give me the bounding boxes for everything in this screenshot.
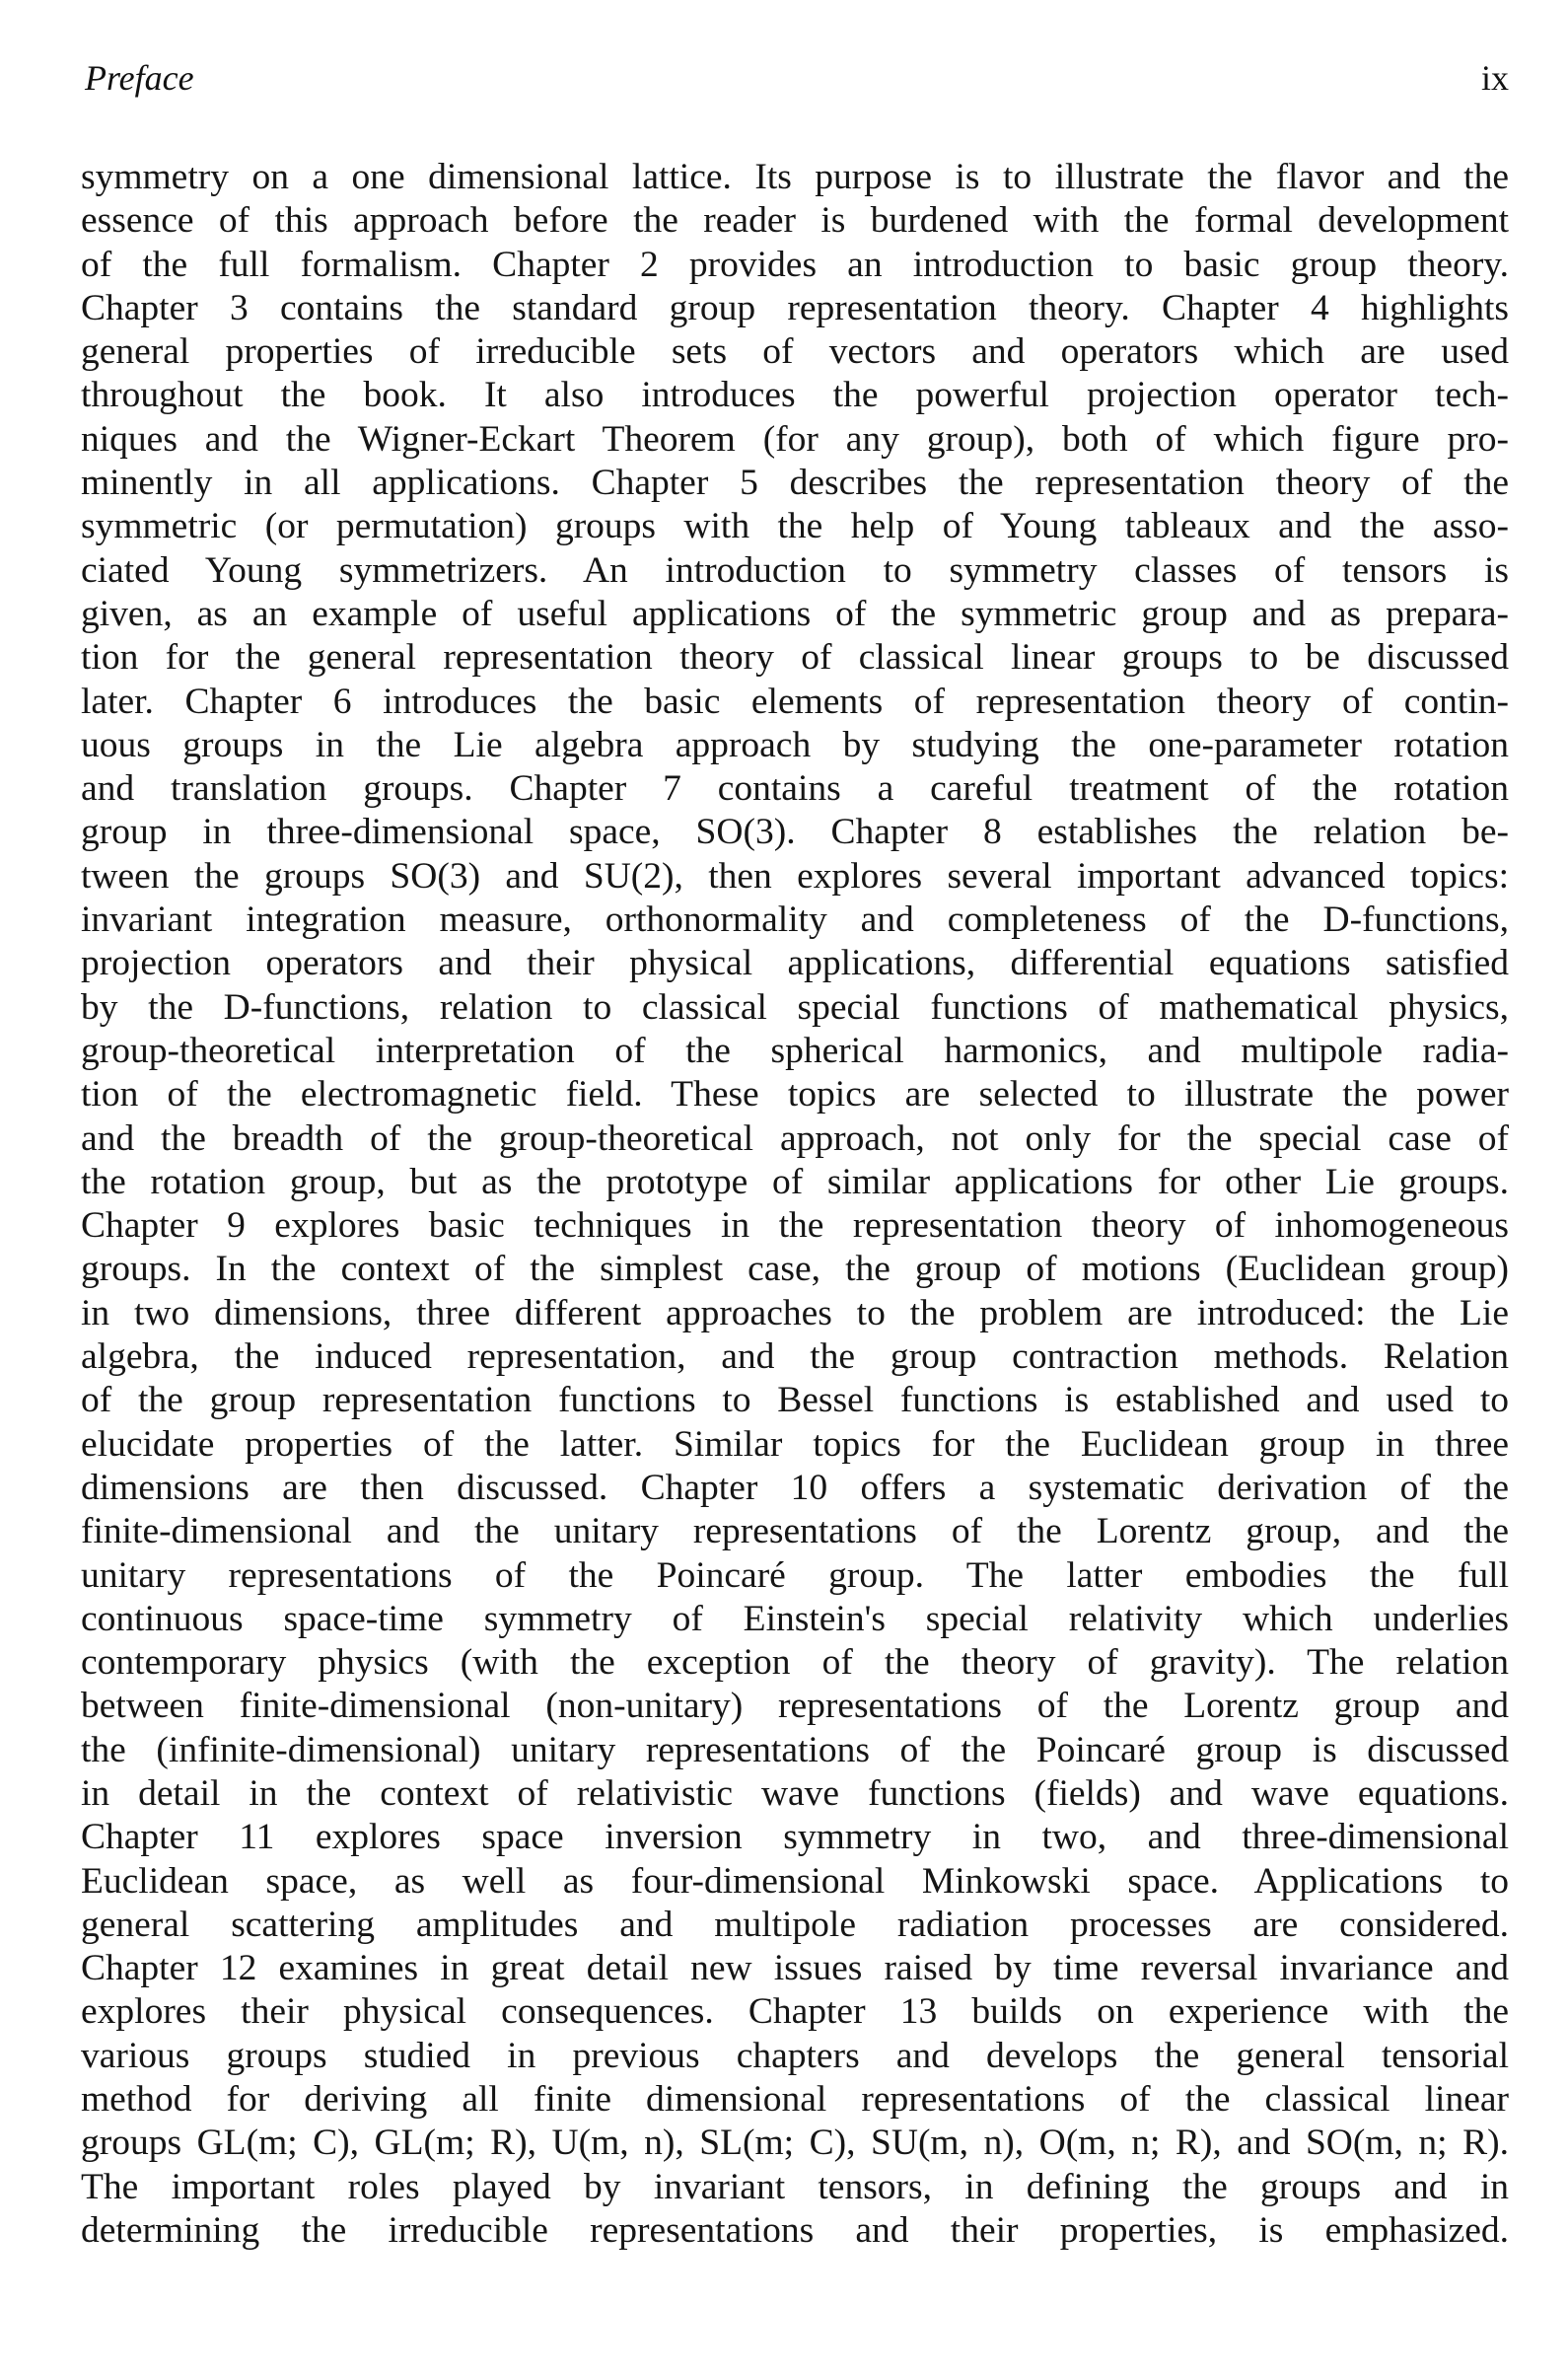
text-line: various groups studied in previous chapters and develops the general tensorial	[81, 2035, 1509, 2076]
text-line: the rotation group, but as the prototype of similar applications for other Lie groups.	[81, 1161, 1509, 1202]
text-line: later. Chapter 6 introduces the basic elements of representation theory of contin-	[81, 681, 1509, 722]
text-line: niques and the Wigner-Eckart Theorem (for any group), both of which figure pro-	[81, 418, 1509, 460]
text-line: the (infinite-dimensional) unitary representations of the Poincaré group is discussed	[81, 1729, 1509, 1770]
text-line: elucidate properties of the latter. Similar topics for the Euclidean group in three	[81, 1423, 1509, 1465]
text-line: algebra, the induced representation, and the group contraction methods. Relation	[81, 1336, 1509, 1378]
text-line: Chapter 3 contains the standard group representation theory. Chapter 4 highlights	[81, 287, 1509, 328]
text-line: invariant integration measure, orthonormality and completeness of the D-functions,	[81, 900, 1509, 941]
text-line: symmetric (or permutation) groups with the help of Young tableaux and the asso-	[81, 506, 1509, 547]
text-line: explores their physical consequences. Chapter 13 builds on experience with the	[81, 1991, 1509, 2033]
text-line: Euclidean space, as well as four-dimensional Minkowski space. Applications to	[81, 1860, 1509, 1902]
text-line: between finite-dimensional (non-unitary) representations of the Lorentz group and	[81, 1686, 1509, 1727]
text-line: group in three-dimensional space, SO(3). Chapter 8 establishes the relation be-	[81, 812, 1509, 853]
text-line: Chapter 11 explores space inversion symmetry in two, and three-dimensional	[81, 1817, 1509, 1858]
text-line: contemporary physics (with the exception of the theory of gravity). The relation	[81, 1642, 1509, 1684]
text-line: and translation groups. Chapter 7 contains a careful treatment of the rotation	[81, 768, 1509, 810]
text-line: tween the groups SO(3) and SU(2), then explores several important advanced topics:	[81, 855, 1509, 897]
text-line: groups GL(m; C), GL(m; R), U(m, n), SL(m; C), SU(m, n), O(m, n; R), and SO(m, n; R).	[81, 2123, 1509, 2164]
text-line: given, as an example of useful applications of the symmetric group and as prepara-	[81, 593, 1509, 634]
text-line: uous groups in the Lie algebra approach by studying the one-parameter rotation	[81, 724, 1509, 765]
text-line: symmetry on a one dimensional lattice. Its purpose is to illustrate the flavor and the	[81, 157, 1509, 197]
text-line: minently in all applications. Chapter 5 describes the representation theory of the	[81, 463, 1509, 504]
text-line: throughout the book. It also introduces the powerful projection operator tech-	[81, 375, 1509, 416]
text-line: of the full formalism. Chapter 2 provides an introduction to basic group theory.	[81, 244, 1509, 285]
text-line: tion for the general representation theory of classical linear groups to be discussed	[81, 637, 1509, 679]
text-line: continuous space-time symmetry of Einstein's special relativity which underlies	[81, 1598, 1509, 1639]
page-number: ix	[1480, 58, 1509, 98]
text-line: groups. In the context of the simplest case, the group of motions (Euclidean group)	[81, 1249, 1509, 1290]
text-line: of the group representation functions to Bessel functions is established and used to	[81, 1380, 1509, 1421]
text-line: Chapter 12 examines in great detail new issues raised by time reversal invariance and	[81, 1948, 1509, 1989]
text-line: determining the irreducible representations and their properties, is emphasized.	[81, 2209, 1509, 2251]
text-line: and the breadth of the group-theoretical approach, not only for the special case of	[81, 1117, 1509, 1159]
text-line: projection operators and their physical applications, differential equations satisfied	[81, 943, 1509, 984]
text-line: method for deriving all finite dimensional representations of the classical linear	[81, 2079, 1509, 2121]
text-line: ciated Young symmetrizers. An introduction to symmetry classes of tensors is	[81, 549, 1509, 591]
text-line: general scattering amplitudes and multipole radiation processes are considered.	[81, 1904, 1509, 1945]
page-header	[85, 57, 1509, 107]
text-line: group-theoretical interpretation of the spherical harmonics, and multipole radia-	[81, 1030, 1509, 1071]
body-paragraph	[81, 156, 1509, 2253]
text-line: in two dimensions, three different approaches to the problem are introduced: the Lie	[81, 1292, 1509, 1333]
text-line: essence of this approach before the reader is burdened with the formal development	[81, 200, 1509, 242]
text-line: by the D-functions, relation to classical special functions of mathematical physics,	[81, 986, 1509, 1028]
text-line: general properties of irreducible sets of vectors and operators which are used	[81, 331, 1509, 373]
running-title: Preface	[85, 58, 194, 98]
text-line: in detail in the context of relativistic wave functions (fields) and wave equations.	[81, 1772, 1509, 1814]
text-line: The important roles played by invariant tensors, in defining the groups and in	[81, 2166, 1509, 2207]
text-line: tion of the electromagnetic field. These topics are selected to illustrate the power	[81, 1074, 1509, 1116]
text-line: Chapter 9 explores basic techniques in the representation theory of inhomogeneous	[81, 1205, 1509, 1247]
text-line: unitary representations of the Poincaré group. The latter embodies the full	[81, 1554, 1509, 1596]
text-line: dimensions are then discussed. Chapter 10 offers a systematic derivation of the	[81, 1467, 1509, 1508]
text-line: finite-dimensional and the unitary representations of the Lorentz group, and the	[81, 1511, 1509, 1552]
